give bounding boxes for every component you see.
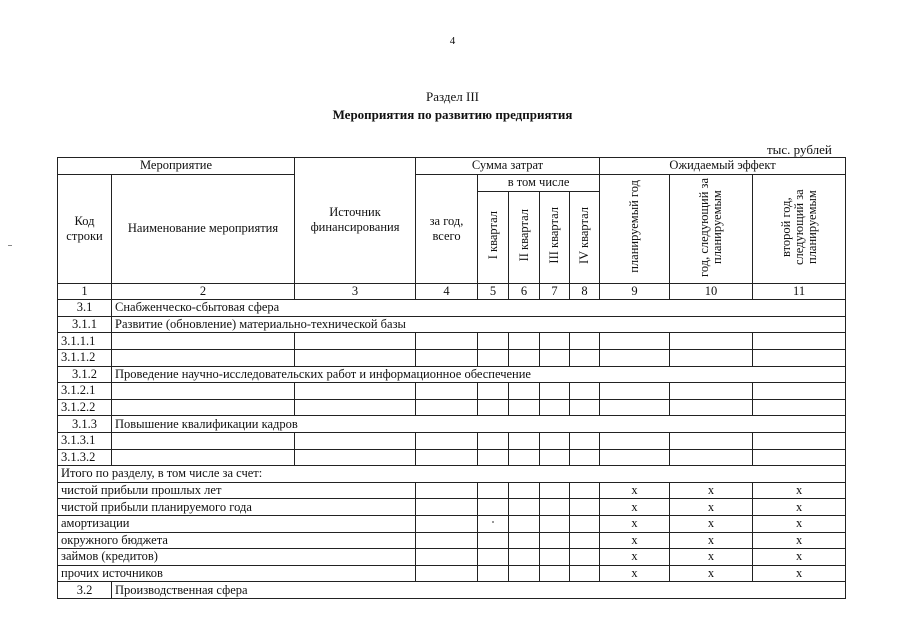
table-cell [509, 515, 540, 532]
table-cell [509, 499, 540, 516]
column-number: 11 [753, 283, 846, 300]
row-code: 3.1.2.1 [58, 383, 112, 400]
table-cell [753, 449, 846, 466]
table-cell [112, 399, 295, 416]
table-cell [670, 449, 753, 466]
table-cell [509, 399, 540, 416]
table-row [58, 366, 846, 383]
totals-row [58, 515, 846, 532]
table-cell [509, 432, 540, 449]
header-name: Наименование мероприятия [112, 174, 295, 283]
not-applicable-mark: x [600, 482, 670, 499]
table-row [58, 416, 846, 433]
row-title: Снабженческо-сбытовая сфера [112, 300, 846, 317]
header-effect: Ожидаемый эффект [600, 158, 846, 175]
table-cell [540, 532, 570, 549]
table-row [58, 432, 846, 449]
units-label: тыс. рублей [767, 142, 832, 157]
table-cell [416, 532, 478, 549]
header-cost-sum: Сумма затрат [416, 158, 600, 175]
table-cell [416, 399, 478, 416]
table-cell [600, 449, 670, 466]
row-code: 3.1.3.1 [58, 432, 112, 449]
table-cell [570, 515, 600, 532]
margin-mark [8, 245, 12, 246]
header-row-1 [58, 158, 846, 175]
table-cell [540, 565, 570, 582]
table-cell [570, 399, 600, 416]
table-cell [416, 383, 478, 400]
section-title: Раздел III [425, 89, 479, 104]
table-cell [600, 333, 670, 350]
not-applicable-mark: x [753, 515, 846, 532]
table-cell [509, 565, 540, 582]
row-code: 3.1.1.2 [58, 349, 112, 366]
table-cell [753, 349, 846, 366]
totals-row [58, 549, 846, 566]
totals-heading-row [58, 466, 846, 483]
table-cell [570, 549, 600, 566]
table-cell [570, 383, 600, 400]
table-cell [416, 449, 478, 466]
not-applicable-mark: x [670, 565, 753, 582]
table-cell [295, 333, 416, 350]
header-year-total: за год, всего [416, 174, 478, 283]
header-next-year: год, следующий за планируемым [670, 174, 753, 283]
table-cell [295, 432, 416, 449]
totals-row [58, 499, 846, 516]
not-applicable-mark: x [600, 499, 670, 516]
table-cell [540, 499, 570, 516]
totals-label: прочих источников [58, 565, 416, 582]
header-code: Код строки [58, 174, 112, 283]
header-planned-year: планируемый год [600, 174, 670, 283]
table-cell [600, 349, 670, 366]
row-title: Проведение научно-исследовательских работ и информационное обеспечение [112, 366, 846, 383]
table-cell [570, 532, 600, 549]
table-cell [570, 432, 600, 449]
table-row [58, 582, 846, 599]
table-cell [416, 499, 478, 516]
table-row [58, 399, 846, 416]
table-cell [112, 333, 295, 350]
table-cell [478, 383, 509, 400]
header-source: Источник финансирования [295, 158, 416, 284]
header-q4: IV квартал [570, 191, 600, 283]
table-cell [540, 383, 570, 400]
table-cell [570, 349, 600, 366]
table-row [58, 449, 846, 466]
table-cell [509, 549, 540, 566]
totals-label: чистой прибыли планируемого года [58, 499, 416, 516]
table-cell [416, 549, 478, 566]
not-applicable-mark: x [600, 565, 670, 582]
table-cell [509, 349, 540, 366]
table-cell [295, 399, 416, 416]
header-row-2 [58, 174, 846, 191]
table-cell [753, 432, 846, 449]
totals-row [58, 532, 846, 549]
not-applicable-mark: x [670, 532, 753, 549]
table-cell [570, 482, 600, 499]
not-applicable-mark: x [753, 549, 846, 566]
table-cell [670, 333, 753, 350]
table-cell [509, 532, 540, 549]
not-applicable-mark: x [600, 549, 670, 566]
table-cell [540, 449, 570, 466]
not-applicable-mark: x [753, 482, 846, 499]
column-number: 5 [478, 283, 509, 300]
table-cell [416, 515, 478, 532]
table-cell [509, 383, 540, 400]
table-cell [570, 499, 600, 516]
table-cell [540, 333, 570, 350]
table-cell [600, 432, 670, 449]
table-cell [753, 399, 846, 416]
row-title: Развитие (обновление) материально-технической базы [112, 316, 846, 333]
column-number: 7 [540, 283, 570, 300]
column-number: 4 [416, 283, 478, 300]
header-q2: II квартал [509, 191, 540, 283]
not-applicable-mark: x [670, 515, 753, 532]
totals-label: окружного бюджета [58, 532, 416, 549]
table-cell [416, 349, 478, 366]
column-number: 1 [58, 283, 112, 300]
totals-heading: Итого по разделу, в том числе за счет: [58, 466, 846, 483]
table-cell [295, 449, 416, 466]
table-cell [478, 349, 509, 366]
row-code: 3.1.1.1 [58, 333, 112, 350]
table-cell [112, 349, 295, 366]
header-measure: Мероприятие [58, 158, 295, 175]
table-cell [570, 565, 600, 582]
table-cell [670, 383, 753, 400]
table-cell [478, 499, 509, 516]
row-title: Производственная сфера [112, 582, 846, 599]
table-cell [112, 449, 295, 466]
table-cell [478, 333, 509, 350]
table-cell [112, 383, 295, 400]
column-number: 3 [295, 283, 416, 300]
table-cell [540, 482, 570, 499]
totals-label: амортизации [58, 515, 416, 532]
table-cell [416, 565, 478, 582]
not-applicable-mark: x [753, 565, 846, 582]
header-including: в том числе [478, 174, 600, 191]
row-code: 3.1.1 [58, 316, 112, 333]
table-cell [509, 333, 540, 350]
column-number: 9 [600, 283, 670, 300]
table-cell [540, 432, 570, 449]
column-number: 2 [112, 283, 295, 300]
table-cell [478, 549, 509, 566]
column-number: 10 [670, 283, 753, 300]
not-applicable-mark: x [670, 499, 753, 516]
table-cell [753, 383, 846, 400]
not-applicable-mark: x [753, 499, 846, 516]
row-code: 3.1 [58, 300, 112, 317]
table-cell [416, 432, 478, 449]
row-title: Повышение квалификации кадров [112, 416, 846, 433]
table-cell [540, 349, 570, 366]
column-number: 8 [570, 283, 600, 300]
header-q3: III квартал [540, 191, 570, 283]
table-cell [570, 333, 600, 350]
column-numbers-row [58, 283, 846, 300]
table-row [58, 300, 846, 317]
table-cell [478, 432, 509, 449]
table-cell [416, 333, 478, 350]
table-row [58, 333, 846, 350]
table-cell [753, 333, 846, 350]
table-row [58, 316, 846, 333]
table-cell [540, 399, 570, 416]
row-code: 3.1.3 [58, 416, 112, 433]
totals-row [58, 565, 846, 582]
table-cell [478, 482, 509, 499]
totals-label: чистой прибыли прошлых лет [58, 482, 416, 499]
table-cell [112, 432, 295, 449]
table-cell [670, 349, 753, 366]
page-number: 4 [449, 35, 456, 47]
not-applicable-mark: x [600, 515, 670, 532]
header-q1: I квартал [478, 191, 509, 283]
table-cell [570, 449, 600, 466]
not-applicable-mark: x [670, 482, 753, 499]
not-applicable-mark: x [753, 532, 846, 549]
not-applicable-mark: x [670, 549, 753, 566]
row-code: 3.1.2 [58, 366, 112, 383]
column-number: 6 [509, 283, 540, 300]
not-applicable-mark: x [600, 532, 670, 549]
header-second-year: второй год, следующий за планируемым [753, 174, 846, 283]
table-cell [416, 482, 478, 499]
table-cell [600, 383, 670, 400]
table-cell [540, 549, 570, 566]
table-cell [478, 449, 509, 466]
table-cell [670, 432, 753, 449]
table-cell [670, 399, 753, 416]
row-code: 3.1.2.2 [58, 399, 112, 416]
table-cell [478, 532, 509, 549]
table-cell [295, 349, 416, 366]
table-cell [478, 515, 509, 532]
table-row [58, 349, 846, 366]
table-cell [600, 399, 670, 416]
table-row [58, 383, 846, 400]
table-cell [509, 482, 540, 499]
totals-label: займов (кредитов) [58, 549, 416, 566]
row-code: 3.2 [58, 582, 112, 599]
row-code: 3.1.3.2 [58, 449, 112, 466]
table-cell [478, 399, 509, 416]
table-cell [540, 515, 570, 532]
totals-row [58, 482, 846, 499]
measures-table [57, 157, 846, 599]
table-cell [478, 565, 509, 582]
section-subtitle: Мероприятия по развитию предприятия [332, 107, 573, 122]
table-cell [509, 449, 540, 466]
table-cell [295, 383, 416, 400]
